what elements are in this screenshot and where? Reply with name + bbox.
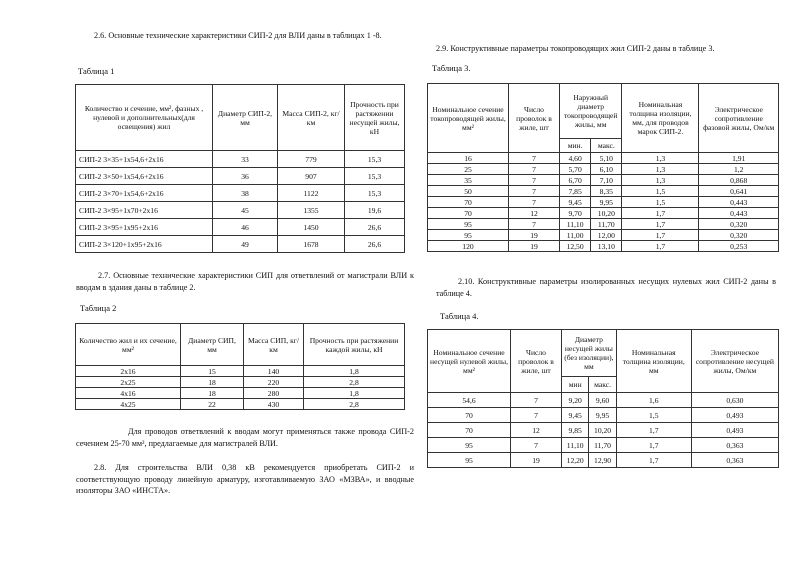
table4-caption: Таблица 4.	[440, 311, 479, 321]
table-row: 25 7 5,70 6,10 1,3 1,2	[428, 164, 779, 175]
table4-subheader: макс.	[589, 377, 616, 393]
table-row: 70 7 9,45 9,95 1,5 0,443	[428, 197, 779, 208]
paragraph-2-9: 2.9. Конструктивные параметры токопроводящих жил СИП-2 даны в таблице 3.	[436, 44, 715, 53]
table-row: 4х25 22 430 2,8	[76, 399, 405, 410]
table-row: СИП-2 3×35+1х54,6+2х16 33 779 15,3	[76, 151, 405, 168]
table-row: 35 7 6,70 7,10 1,3 0,868	[428, 175, 779, 186]
table3-header: Электрическое сопротивление фазовой жилы, Ом/км	[699, 84, 779, 153]
table-3	[427, 83, 779, 252]
table-row: СИП-2 3×120+1х95+2х16 49 1678 26,6	[76, 236, 405, 253]
table-4	[427, 329, 779, 468]
table-1	[75, 84, 405, 253]
table4-subheader: мин	[562, 377, 589, 393]
table3-header: Наружный диаметр токопроводящей жилы, мм	[560, 84, 622, 139]
table1-header: Прочность при растяжении несущей жилы, кН	[345, 85, 405, 151]
table1-header: Диаметр СИП-2, мм	[213, 85, 278, 151]
table2-header: Количество жил и их сечение, мм²	[76, 324, 181, 366]
paragraph-2-7: 2.7. Основные технические характеристики СИП для ответвлений от магистрали ВЛИ к вводам в здания даны в таблице 2.	[76, 271, 414, 292]
table-row: 70 7 9,45 9,95 1,5 0,493	[428, 408, 779, 423]
table3-subheader: мин.	[560, 139, 591, 153]
table-row: 50 7 7,85 8,35 1,5 0,641	[428, 186, 779, 197]
table4-header: Диаметр несущей жилы (без изоляции), мм	[562, 330, 617, 377]
table-row: 70 12 9,70 10,20 1,7 0,443	[428, 208, 779, 219]
paragraph-note: Для проводов ответвлений к вводам могут применяться также провода СИП-2 сечением 25-70 мм², предлагаемые для магистралей ВЛИ.	[76, 427, 414, 448]
paragraph-2-6: 2.6. Основные технические характеристики СИП-2 для ВЛИ даны в таблицах 1 -8.	[94, 31, 382, 40]
table-row: СИП-2 3×70+1х54,6+2х16 38 1122 15,3	[76, 185, 405, 202]
table-row: 70 12 9,85 10,20 1,7 0,493	[428, 423, 779, 438]
table-row: 2х25 18 220 2,8	[76, 377, 405, 388]
table1-header: Количество и сечение, мм², фазных , нулевой и дополнительных(для освещения) жил	[76, 85, 213, 151]
table4-header: Номинальная толщина изоляции, мм	[616, 330, 691, 393]
table-row: 95 19 12,20 12,90 1,7 0,363	[428, 453, 779, 468]
table-row: 95 19 11,00 12,00 1,7 0,320	[428, 230, 779, 241]
table1-header: Масса СИП-2, кг/км	[278, 85, 345, 151]
table-row: СИП-2 3×95+1х70+2х16 45 1355 19,6	[76, 202, 405, 219]
table-row: СИП-2 3×50+1х54,6+2х16 36 907 15,3	[76, 168, 405, 185]
paragraph-2-8: 2.8. Для строительства ВЛИ 0,38 кВ рекомендуется приобретать СИП-2 и соответствующую проводу линейную арматуру, изготавливаемую ЗАО «МЗВА», и вводные изоляторы ЗАО «ИНСТА».	[76, 463, 414, 495]
table2-header: Масса СИП, кг/км	[244, 324, 304, 366]
table4-header: Число проволок в жиле, шт	[511, 330, 562, 393]
table3-header: Номинальное сечение токопроводящей жилы, мм²	[428, 84, 509, 153]
table3-header: Число проволок в жиле, шт	[509, 84, 560, 153]
table-row: 54,6 7 9,20 9,60 1,6 0,630	[428, 393, 779, 408]
table2-header: Прочность при растяжении каждой жилы, кН	[304, 324, 405, 366]
table-row: 2х16 15 140 1,8	[76, 366, 405, 377]
table3-subheader: макс.	[591, 139, 622, 153]
table3-header: Номинальная толщина изоляции, мм, для проводов марок СИП-2.	[622, 84, 699, 153]
table-row: 120 19 12,50 13,10 1,7 0,253	[428, 241, 779, 252]
table-row: 16 7 4,60 5,10 1,3 1,91	[428, 153, 779, 164]
table1-caption: Таблица 1	[78, 66, 115, 76]
table3-caption: Таблица 3.	[432, 63, 471, 73]
table-row: СИП-2 3×95+1х95+2х16 46 1450 26,6	[76, 219, 405, 236]
table2-caption: Таблица 2	[80, 303, 117, 313]
table4-header: Электрическое сопротивление несущей жилы, Ом/км	[691, 330, 778, 393]
table-row: 95 7 11,10 11,70 1,7 0,320	[428, 219, 779, 230]
paragraph-2-10: 2.10. Конструктивные параметры изолированных несущих нулевых жил СИП-2 даны в таблице 4.	[436, 277, 776, 298]
table-row: 95 7 11,10 11,70 1,7 0,363	[428, 438, 779, 453]
table2-header: Диаметр СИП, мм	[181, 324, 244, 366]
table4-header: Номинальное сечение несущей нулевой жилы, мм²	[428, 330, 511, 393]
table-2	[75, 323, 405, 410]
table-row: 4х16 18 280 1,8	[76, 388, 405, 399]
